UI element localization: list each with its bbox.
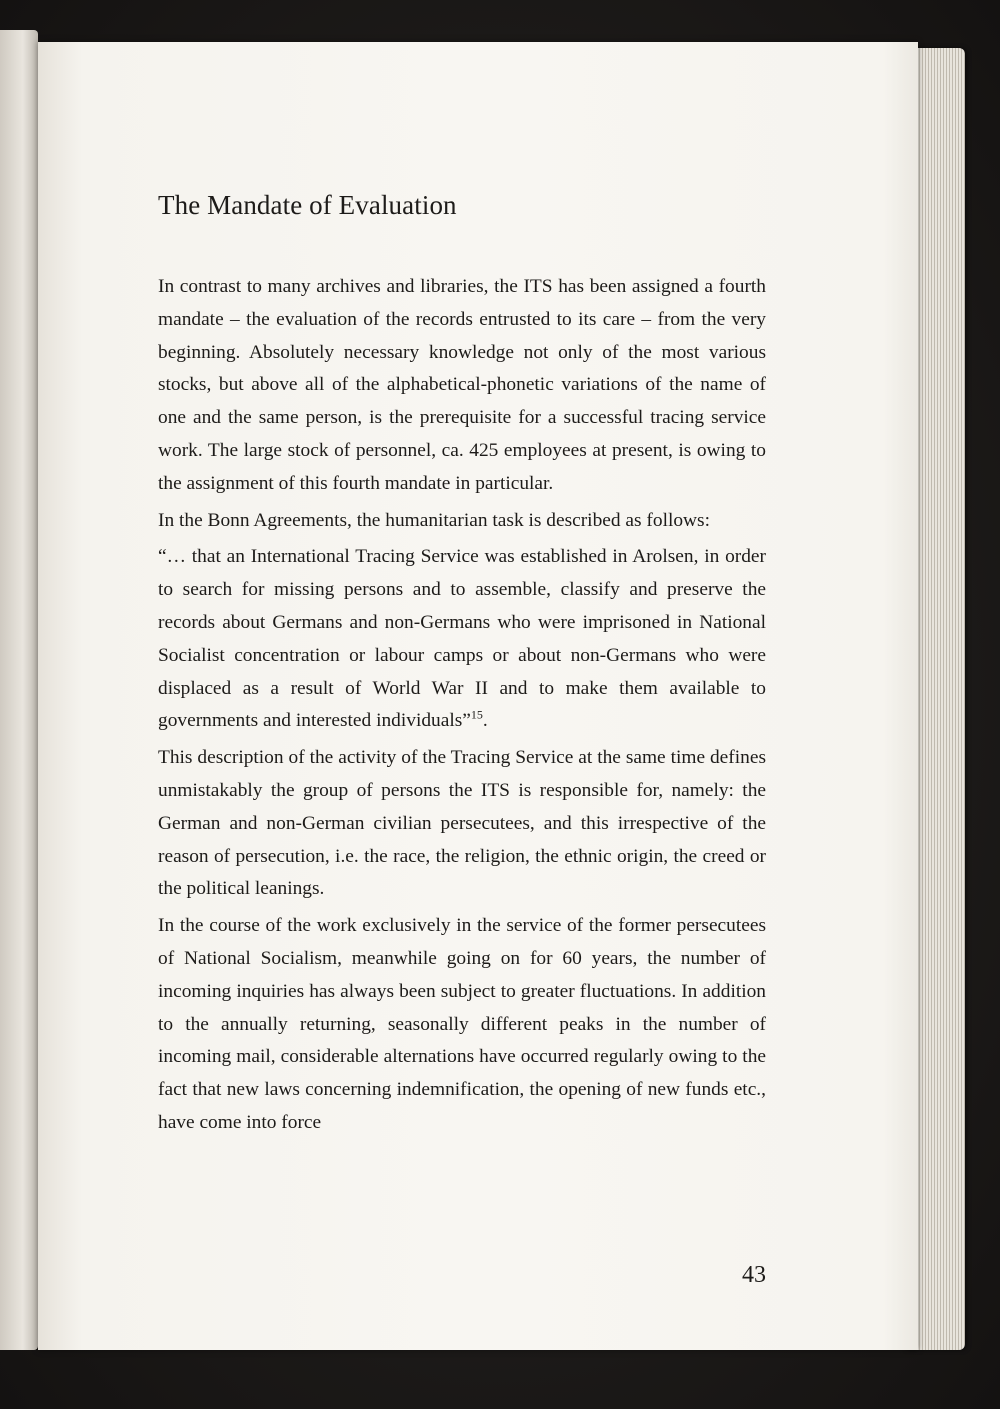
quote-text: “… that an International Tracing Service was established in Arolsen, in order to search for missing persons and to assemble, classify and preserve the records about Germans and non-Germans who were imprisoned in National Socialist concentration or labour camps or about non-Germans who were displaced as a result of World War II and to make them available to governments and interested individuals” [158, 546, 766, 732]
facing-page-edge [0, 30, 38, 1350]
page-number: 43 [742, 1262, 766, 1288]
paragraph-quote [158, 541, 766, 738]
page-content [158, 190, 766, 1144]
paragraph-course-of-work: In the course of the work exclusively in the service of the former persecutees of National Socialism, meanwhile going on for 60 years, the number of incoming inquiries has always been subject to greater fluctuations. In addition to the annually returning, seasonally different peaks in the number of incoming mail, considerable alternations have occurred regularly owing to the fact that new laws concerning indemnification, the opening of new funds etc., have come into force [158, 915, 766, 1133]
paragraph-bonn-agreements: In the Bonn Agreements, the humanitarian task is described as follows: [158, 509, 710, 531]
paragraph-mandate: In contrast to many archives and libraries, the ITS has been assigned a fourth mandate – the evaluation of the records entrusted to its care – from the very beginning. Absolutely necessary knowledge not only of the most various stocks, but above all of the alphabetical-phonetic variations of the name of one and the same person, is the prerequisite for a successful tracing service work. The large stock of personnel, ca. 425 employees at present, is owing to the assignment of this fourth mandate in particular. [158, 276, 766, 494]
quote-end: . [482, 710, 488, 732]
chapter-title: The Mandate of Evaluation [158, 190, 457, 220]
paragraph-description: This description of the activity of the Tracing Service at the same time defines unmistakably the group of persons the ITS is responsible for, namely: the German and non-German civilian persecutees, and this irrespective of the reason of persecution, i.e. the race, the religion, the ethnic origin, the creed or the political leanings. [158, 747, 766, 900]
footnote-marker: 15 [470, 707, 483, 722]
